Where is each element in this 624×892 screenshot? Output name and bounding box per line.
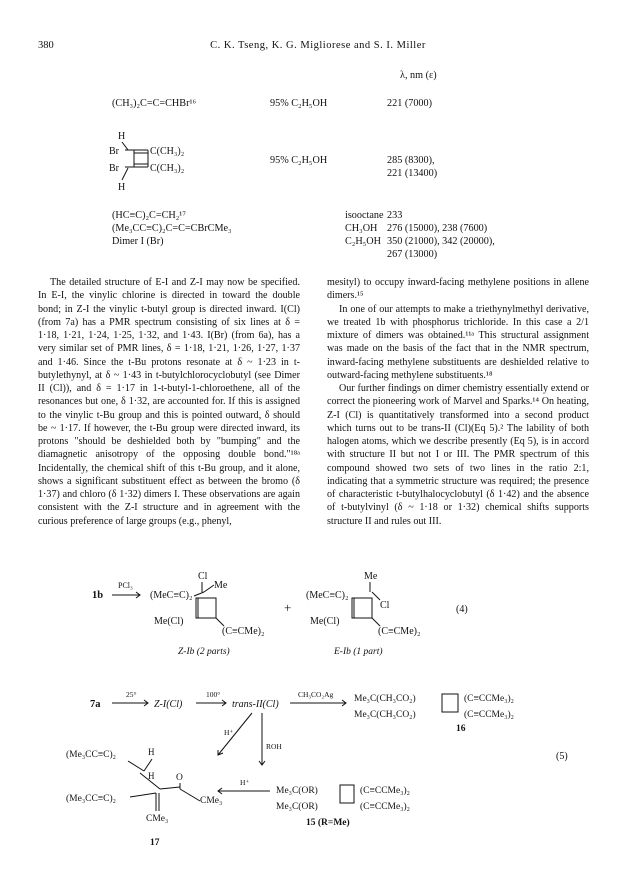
- eq5-15-l1: Me₃C(OR): [276, 786, 318, 796]
- table-row-3-value: 233: [387, 210, 403, 221]
- eq4-e-sub-left: (MeC≡C)₂: [306, 590, 349, 601]
- eq5-number: (5): [556, 751, 568, 762]
- eq5-roh: ROH: [266, 742, 282, 751]
- struct-sub-1: C(CH₃)₂: [150, 146, 185, 157]
- eq5-17-h1: H: [148, 747, 155, 757]
- eq5-t1: 25°: [126, 690, 137, 699]
- eq5-16-label: 16: [456, 724, 466, 734]
- struct-h-top: H: [118, 131, 126, 142]
- eq5-16-l2: Me₃C(CH₃CO₂): [354, 710, 416, 720]
- eq5-hplus-2: H⁺: [240, 778, 250, 787]
- table-row-4-solvent: CH₃OH: [345, 223, 378, 234]
- struct-br-1: Br: [109, 146, 119, 157]
- eq4-z-bottom-right: (C≡CMe)₂: [222, 626, 265, 637]
- eq5-start: 7a: [90, 699, 101, 710]
- eq4-e-caption: E-Ib (1 part): [334, 647, 383, 657]
- eq4-z-caption: Z-Ib (2 parts): [178, 647, 230, 657]
- eq4-e-cl: Cl: [380, 600, 390, 611]
- eq4-plus: +: [284, 600, 292, 615]
- dibromo-structure: [108, 128, 258, 198]
- eq5-trans: trans-II(Cl): [232, 699, 279, 710]
- page-number: 380: [38, 40, 54, 51]
- right-paragraph-2: In one of our attempts to make a triethynylmethyl derivative, we treated 1b with phosphorus trichloride. In this case a 2/1 mixture of dimers was obtained.¹¹ᵃ This structural assignment was made on the basis of the fact that in the NMR spectrum, inward-facing methylene substituents are deshielded relative to outward-facing methylene substituents.¹⁸: [327, 303, 589, 381]
- authors: C. K. Tseng, K. G. Migliorese and S. I. Miller: [210, 40, 426, 51]
- eq5-17-cme2: CMe₃: [146, 814, 169, 824]
- equation-4: [0, 568, 624, 668]
- eq4-z-cl: Cl: [198, 571, 208, 582]
- table-row-1-solvent: 95% C₂H₅OH: [270, 98, 328, 109]
- eq5-17-o: O: [176, 773, 183, 783]
- table-row-2-value-2: 221 (13400): [387, 168, 438, 179]
- eq4-start: 1b: [92, 590, 104, 601]
- table-row-1-value: 221 (7000): [387, 98, 432, 109]
- eq5-reagent: CH₃CO₂Ag: [298, 690, 334, 699]
- table-row-1-compound: (CH₃)₂C=C=CHBr¹⁶: [112, 98, 197, 109]
- eq5-17-cme: CMe₃: [200, 796, 223, 806]
- eq5-16-r1: (C≡CCMe₃)₂: [464, 694, 514, 704]
- eq5-15-r1: (C≡CCMe₃)₂: [360, 786, 410, 796]
- eq4-e-bottom-right: (C≡CMe)₂: [378, 626, 421, 637]
- eq5-17-a: (Me₃CC≡C)₂: [66, 750, 116, 760]
- table-row-3-solvent: isooctane: [345, 210, 384, 221]
- table-row-4-compound: (Me₃CC≡C)₂C=C=CBrCMe₃: [112, 223, 232, 234]
- eq5-17-label: 17: [150, 838, 160, 848]
- table-row-4-value: 276 (15000), 238 (7600): [387, 223, 488, 234]
- eq5-16-r2: (C≡CCMe₃)₂: [464, 710, 514, 720]
- table-row-5-value-1: 350 (21000), 342 (20000),: [387, 236, 495, 247]
- eq4-e-me: Me: [364, 571, 378, 582]
- table-row-2-value-1: 285 (8300),: [387, 155, 435, 166]
- left-column: [38, 276, 300, 528]
- eq5-t2: 100°: [206, 690, 221, 699]
- eq4-number: (4): [456, 604, 468, 615]
- equation-5: [0, 685, 624, 890]
- eq5-16-l1: Me₃C(CH₃CO₂): [354, 694, 416, 704]
- struct-br-2: Br: [109, 163, 119, 174]
- table-row-3-compound: (HC≡C)₂C=CH₂¹⁷: [112, 210, 186, 221]
- struct-sub-2: C(CH₃)₂: [150, 163, 185, 174]
- eq5-17-h2: H: [148, 771, 155, 781]
- eq4-e-bottom-left: Me(Cl): [310, 616, 340, 627]
- right-paragraph-3: Our further findings on dimer chemistry essentially extend or correct the pioneering work of Marvel and Sparks.¹⁴ On heating, Z-I (Cl) is quantitatively transformed into a second product which turns out to be trans-II (Cl)(Eq 5).² The lability of both halogen atoms, which we describe presently (Eq 5), is in accord with structure II but not I or III. The PMR spectrum of this compound showed two sets of two lines in the ratio 2:1, indicating that a symmetric structure was required; the presence of characteristic t-butylhalocyclobutyl (δ 1·42) and the absence of t-butylvinyl (δ ~ 1·18 or 1·32) chemical shifts supports structure II and rules out III.: [327, 383, 589, 527]
- table-col-header: λ, nm (ε): [400, 70, 437, 81]
- table-row-5-solvent: C₂H₅OH: [345, 236, 381, 247]
- left-paragraph-1: The detailed structure of E-I and Z-I may now be specified. In E-I, the vinylic chlorine is directed in toward the double bond; in Z-I the vinylic t-butyl group is directed inward. I(Cl) (from 7a) has a PMR spectrum consisting of six lines at δ = 1·18, 1·21, 1·24, 1·25, 1·32, and 1·43. I(Br) (from 6a), has a very similar set of PMR lines, δ = 1·18, 1·21, 1·26, 1·27, 1·37 and 1·46. Since the t-Bu protons resonate at δ ~ 1·23 in t-butylethynyl, at δ ~ 1·43 in t-butylchlorocyclobutyl (see Dimer II (Cl)), and δ = 1·17 in 1-t-butyl-1-chloroethene, all of the resonances but one, δ 1·32, are accounted for. If this is assigned to the vinylic t-Bu group and this is pointed outward, δ should be ~ 1·17. If however, the t-Bu group were directed inward, its protons "should be deshielded both by "bumping" and the diamagnetic anisotropy of the opposing double bond."¹⁸ᵃ Incidentally, the chemical shift of this t-Bu group, and it alone, shows a significant substituent effect as between the bromo (δ 1·37) and chloro (δ 1·32) dimers I. These observations are again consistent with the Z-I structure and in agreement with the curious preference of large groups (e.g., phenyl,: [38, 277, 300, 527]
- eq5-15-r2: (C≡CCMe₃)₂: [360, 802, 410, 812]
- eq5-15-l2: Me₃C(OR): [276, 802, 318, 812]
- eq5-17-b: (Me₃CC≡C)₂: [66, 794, 116, 804]
- eq5-mid: Z-I(Cl): [154, 699, 183, 710]
- right-column: [327, 276, 589, 528]
- table-row-5-value-2: 267 (13000): [387, 249, 438, 260]
- table-row-2-solvent: 95% C₂H₅OH: [270, 155, 328, 166]
- eq5-15-label: 15 (R=Me): [306, 818, 350, 828]
- right-paragraph-1: mesityl) to occupy inward-facing methylene positions in allene dimers.¹⁵: [327, 277, 589, 302]
- eq4-z-me: Me: [214, 580, 228, 591]
- eq4-z-bottom-left: Me(Cl): [154, 616, 184, 627]
- table-row-5-compound: Dimer I (Br): [112, 236, 164, 247]
- eq4-reagent: PCl₃: [118, 581, 133, 590]
- eq4-z-sub-left: (MeC≡C)₂: [150, 590, 193, 601]
- eq5-hplus-1: H⁺: [224, 728, 234, 737]
- struct-h-bot: H: [118, 182, 126, 193]
